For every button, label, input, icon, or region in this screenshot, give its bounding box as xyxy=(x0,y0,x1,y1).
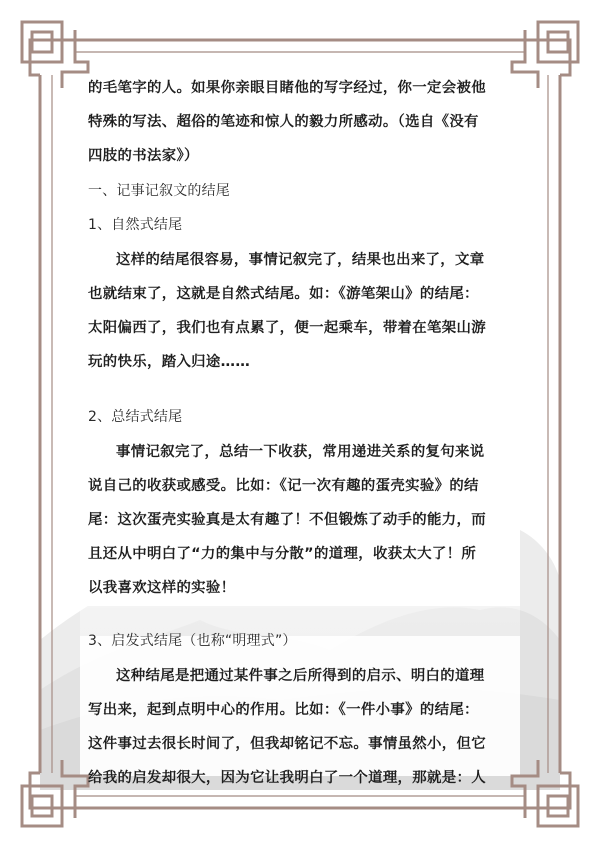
paragraph-line: 这样的结尾很容易，事情记叙完了，结果也出来了，文章 xyxy=(116,252,485,268)
paragraph-line: 且还从中明白了“力的集中与分散”的道理，收获太大了！所 xyxy=(88,546,477,562)
paragraph-line: 玩的快乐，踏入归途…… xyxy=(88,354,251,370)
item-heading: 3、启发式结尾（也称“明理式”） xyxy=(88,633,297,649)
paragraph-line: 太阳偏西了，我们也有点累了，便一起乘车，带着在笔架山游 xyxy=(88,320,486,336)
corner-ornament-bottom-right xyxy=(512,760,578,826)
paragraph-line: 说自己的收获或感受。比如：《记一次有趣的蛋壳实验》的结 xyxy=(88,478,479,494)
intro-line: 四肢的书法家》） xyxy=(88,148,199,164)
intro-line: 的毛笔字的人。如果你亲眼目睹他的写字经过，你一定会被他 xyxy=(88,80,486,96)
paragraph-line: 这种结尾是把通过某件事之后所得到的启示、明白的道理 xyxy=(116,668,485,684)
paragraph-line: 给我的启发却很大，因为它让我明白了一个道理，那就是：人 xyxy=(88,770,486,786)
section-heading: 一、记事记叙文的结尾 xyxy=(88,183,230,199)
paragraph-line: 也就结束了，这就是自然式结尾。如：《游笔架山》的结尾： xyxy=(88,286,479,302)
intro-line: 特殊的写法、超俗的笔迹和惊人的毅力所感动。（选自《没有 xyxy=(88,114,479,130)
corner-ornament-bottom-left xyxy=(22,760,88,826)
corner-ornament-top-left xyxy=(22,22,88,88)
paragraph-line: 尾：这次蛋壳实验真是太有趣了！不但锻炼了动手的能力，而 xyxy=(88,512,486,528)
paragraph-line: 以我喜欢这样的实验！ xyxy=(88,580,236,596)
corner-ornament-top-right xyxy=(512,22,578,88)
paragraph-line: 写出来，起到点明中心的作用。比如：《一件小事》的结尾： xyxy=(88,702,479,718)
paragraph-line: 这件事过去很长时间了，但我却铭记不忘。事情虽然小，但它 xyxy=(88,736,486,752)
item-heading: 1、自然式结尾 xyxy=(88,217,183,233)
item-heading: 2、总结式结尾 xyxy=(88,409,183,425)
paragraph-line: 事情记叙完了，总结一下收获，常用递进关系的复句来说 xyxy=(116,444,485,460)
